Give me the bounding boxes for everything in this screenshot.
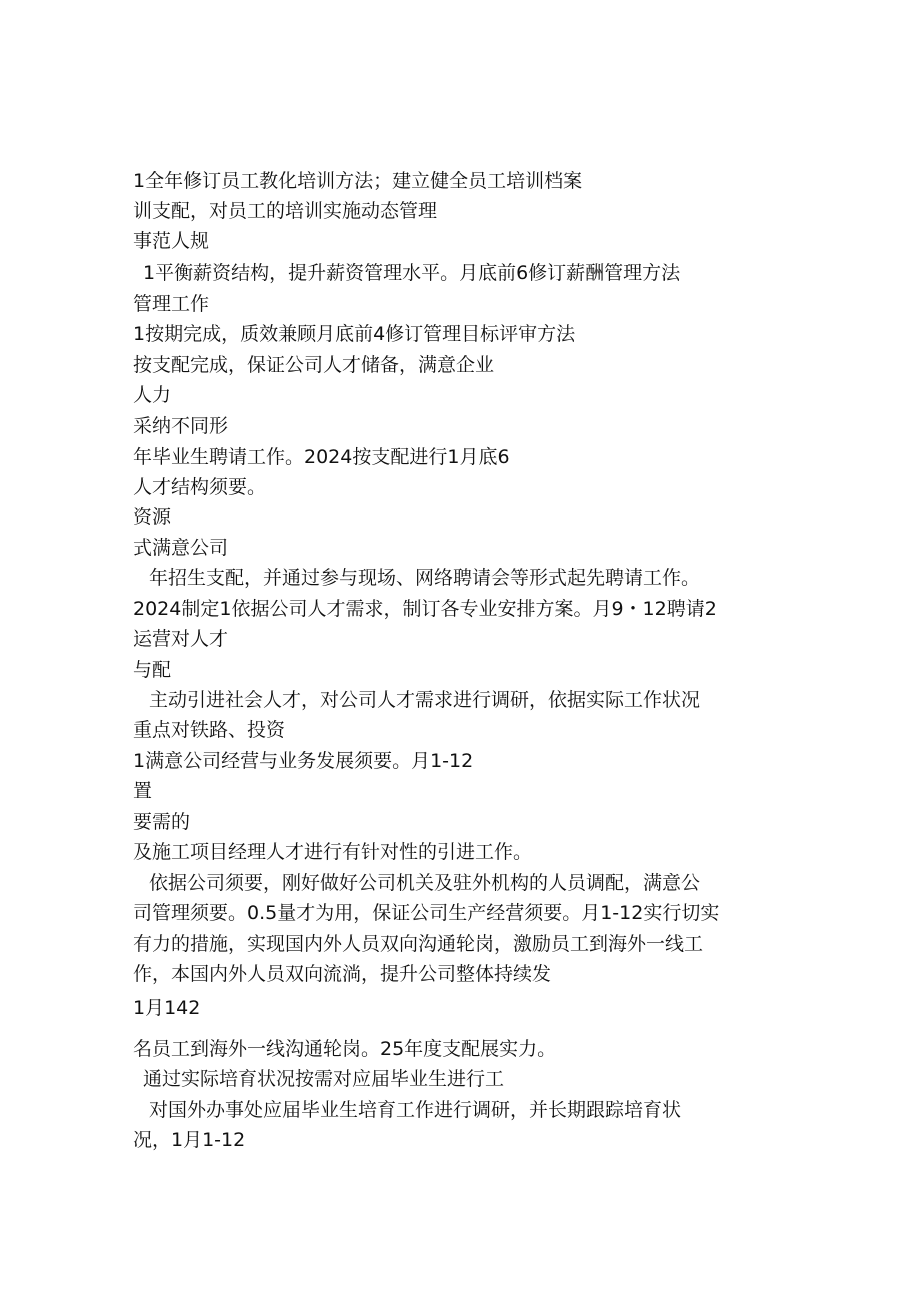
text-line: 置	[133, 780, 153, 802]
text-line: 年毕业生聘请工作。2024按支配进行1月底6	[133, 446, 510, 468]
text-line: 作，本国内外人员双向流淌，提升公司整体持续发	[133, 963, 552, 985]
text-line: 运营对人才	[133, 628, 229, 650]
text-line: 1全年修订员工教化培训方法；建立健全员工培训档案	[133, 170, 583, 192]
text-line: 依据公司须要，刚好做好公司机关及驻外机构的人员调配，满意公	[149, 872, 701, 894]
text-line: 及施工项目经理人才进行有针对性的引进工作。	[133, 841, 533, 863]
text-line: 1按期完成，质效兼顾月底前4修订管理目标评审方法	[133, 323, 576, 345]
text-line: 训支配，对员工的培训实施动态管理	[133, 200, 438, 222]
text-line: 要需的	[133, 811, 191, 833]
text-line: 重点对铁路、投资	[133, 719, 286, 741]
text-line: 1平衡薪资结构，提升薪资管理水平。月底前6修订薪酬管理方法	[143, 262, 681, 284]
text-line: 按支配完成，保证公司人才储备，满意企业	[133, 354, 495, 376]
text-line: 年招生支配，并通过参与现场、网络聘请会等形式起先聘请工作。	[149, 567, 701, 589]
text-line: 事范人规	[133, 230, 210, 252]
text-line: 1满意公司经营与业务发展须要。月1-12	[133, 750, 474, 772]
text-line: 式满意公司	[133, 537, 229, 559]
text-line: 1月142	[133, 997, 201, 1019]
text-line: 主动引进社会人才，对公司人才需求进行调研，依据实际工作状况	[149, 689, 701, 711]
text-line: 管理工作	[133, 293, 210, 315]
text-line: 采纳不同形	[133, 415, 229, 437]
text-line: 有力的措施，实现国内外人员双向沟通轮岗，激励员工到海外一线工	[133, 933, 704, 955]
text-line: 人力	[133, 384, 172, 406]
text-line: 名员工到海外一线沟通轮岗。25年度支配展实力。	[133, 1038, 557, 1060]
text-line: 人才结构须要。	[133, 476, 267, 498]
text-line: 司管理须要。0.5量才为用，保证公司生产经营须要。月1-12实行切实	[133, 902, 720, 924]
text-line: 通过实际培育状况按需对应届毕业生进行工	[143, 1068, 505, 1090]
text-line: 况，1月1-12	[133, 1129, 246, 1151]
text-line: 资源	[133, 506, 172, 528]
text-line: 2024制定1依据公司人才需求，制订各专业安排方案。月9・12聘请2	[133, 598, 717, 620]
text-line: 与配	[133, 659, 172, 681]
text-line: 对国外办事处应届毕业生培育工作进行调研，并长期跟踪培育状	[149, 1099, 682, 1121]
